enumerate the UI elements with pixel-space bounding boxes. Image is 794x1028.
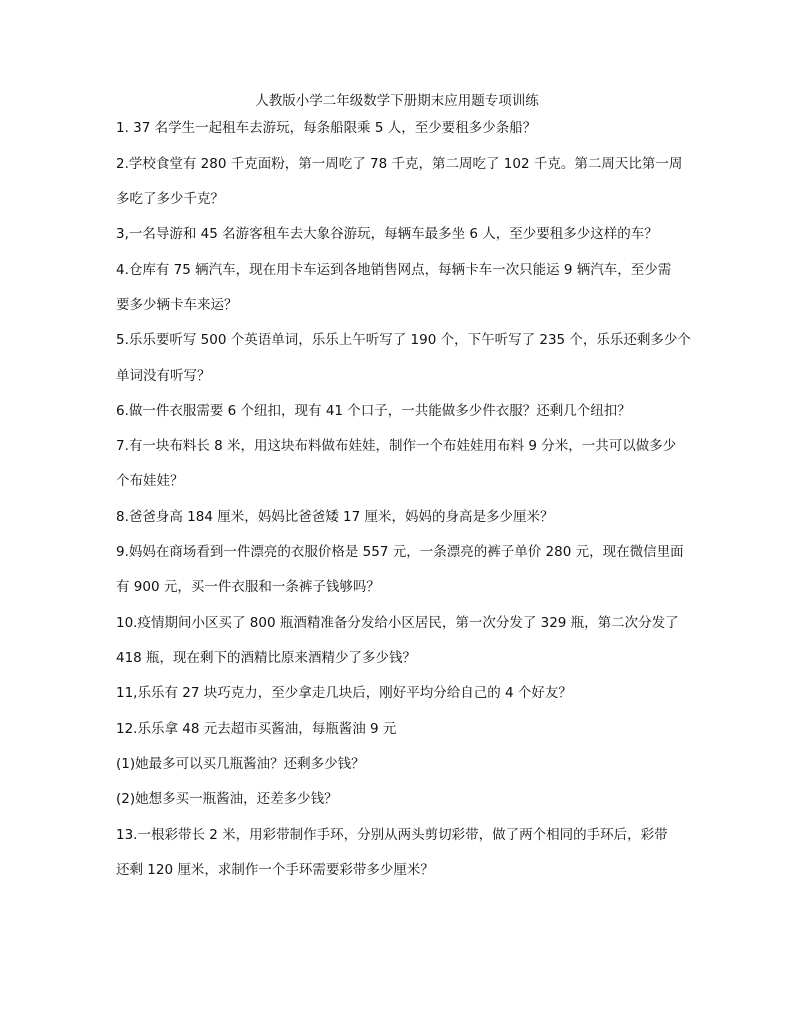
- question-2-line-1: 2.学校食堂有 280 千克面粉，第一周吃了 78 千克，第二周吃了 102 千克。第二周天比第一周: [116, 156, 683, 172]
- question-5-line-2: 单词没有听写？: [116, 368, 211, 384]
- question-6-line-1: 6.做一件衣服需要 6 个纽扣，现有 41 个口子，一共能做多少件衣服？还剩几个纽扣？: [116, 403, 631, 419]
- question-3-line-1: 3,一名导游和 45 名游客租车去大象谷游玩，每辆车最多坐 6 人，至少要租多少这样的车？: [116, 226, 658, 242]
- question-12-line-1: 12.乐乐拿 48 元去超市买酱油，每瓶酱油 9 元: [116, 721, 397, 737]
- question-10-line-1: 10.疫情期间小区买了 800 瓶酒精准备分发给小区居民，第一次分发了 329 瓶，第二次分发了: [116, 615, 679, 631]
- question-10-line-2: 418 瓶，现在剩下的酒精比原来酒精少了多少钱？: [116, 650, 417, 666]
- question-4-line-1: 4.仓库有 75 辆汽车，现在用卡车运到各地销售网点，每辆卡车一次只能运 9 辆汽车，至少需: [116, 262, 672, 278]
- question-4-line-2: 要多少辆卡车来运？: [116, 297, 238, 313]
- question-7-line-2: 个布娃娃？: [116, 473, 184, 489]
- question-11-line-1: 11,乐乐有 27 块巧克力，至少拿走几块后，刚好平均分给自己的 4 个好友？: [116, 685, 572, 701]
- question-2-line-2: 多吃了多少千克？: [116, 191, 224, 207]
- document-title: 人教版小学二年级数学下册期末应用题专项训练: [255, 93, 539, 109]
- question-12-part-2: (2)她想多买一瓶酱油，还差多少钱？: [116, 791, 338, 807]
- question-5-line-1: 5.乐乐要听写 500 个英语单词，乐乐上午听写了 190 个，下午听写了 235 个，乐乐还剩多少个: [116, 332, 691, 348]
- question-7-line-1: 7.有一块布料长 8 米，用这块布料做布娃娃，制作一个布娃娃用布料 9 分米，一共可以做多少: [116, 438, 677, 454]
- question-13-line-2: 还剩 120 厘米，求制作一个手环需要彩带多少厘米？: [116, 862, 434, 878]
- question-13-line-1: 13.一根彩带长 2 米，用彩带制作手环，分别从两头剪切彩带，做了两个相同的手环后，彩带: [116, 827, 668, 843]
- question-9-line-2: 有 900 元，买一件衣服和一条裤子钱够吗？: [116, 579, 380, 595]
- question-12-part-1: (1)她最多可以买几瓶酱油？还剩多少钱？: [116, 756, 365, 772]
- question-9-line-1: 9.妈妈在商场看到一件漂亮的衣服价格是 557 元，一条漂亮的裤子单价 280 元，现在微信里面: [116, 544, 684, 560]
- question-1-line-1: 1. 37 名学生一起租车去游玩，每条船限乘 5 人，至少要租多少条船？: [116, 120, 537, 136]
- question-8-line-1: 8.爸爸身高 184 厘米，妈妈比爸爸矮 17 厘米，妈妈的身高是多少厘米？: [116, 509, 554, 525]
